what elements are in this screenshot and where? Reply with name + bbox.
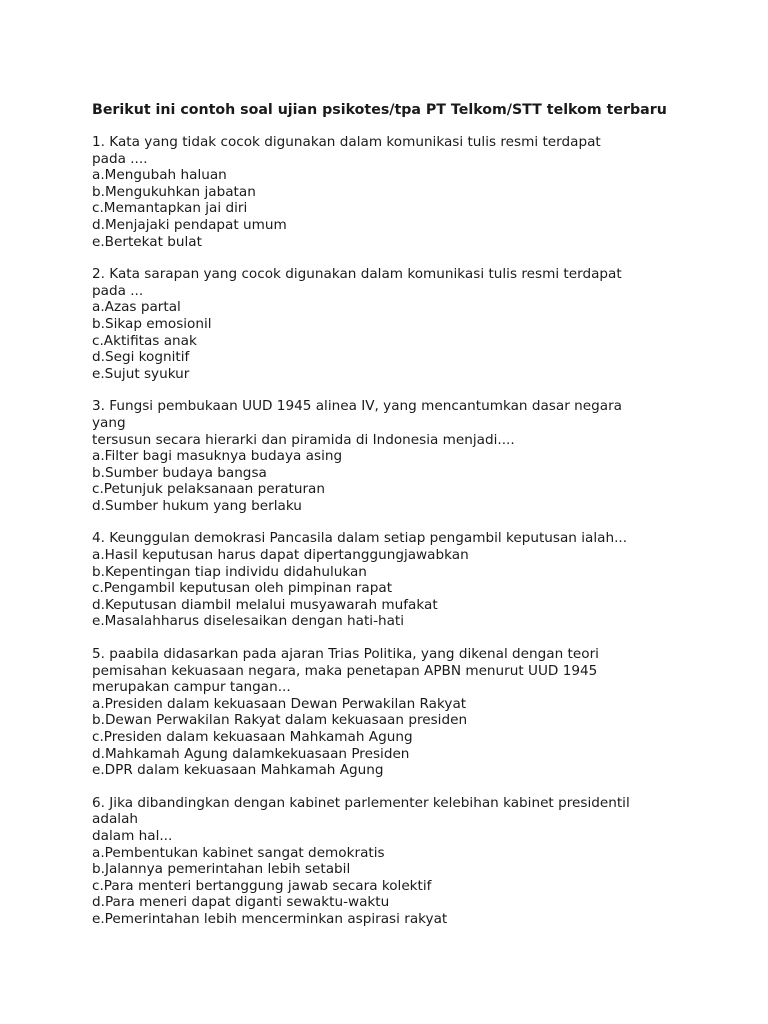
answer-option: d.Menjajaki pendapat umum — [92, 216, 287, 233]
answer-option: a.Hasil keputusan harus dapat dipertanggungjawabkan — [92, 547, 469, 564]
answer-option: c.Petunjuk pelaksanaan peraturan — [92, 481, 326, 498]
question-text: pemisahan kekuasaan negara, maka penetapan APBN menurut UUD 1945 — [92, 662, 598, 679]
question-text: 3. Fungsi pembukaan UUD 1945 alinea IV, yang mencantumkan dasar negara — [92, 398, 622, 415]
question-4 — [92, 530, 732, 630]
question-2 — [92, 266, 732, 382]
answer-option: d.Segi kognitif — [92, 349, 190, 366]
question-text: dalam hal... — [92, 827, 173, 844]
answer-option: b.Sumber budaya bangsa — [92, 464, 267, 481]
answer-option: b.Kepentingan tiap individu didahulukan — [92, 563, 367, 580]
answer-option: e.Bertekat bulat — [92, 233, 202, 250]
question-text: yang — [92, 414, 126, 431]
answer-option: c.Presiden dalam kekuasaan Mahkamah Agung — [92, 729, 413, 745]
answer-option: e.Masalahharus diselesaikan dengan hati-hati — [92, 613, 405, 630]
answer-option: a.Azas partal — [92, 299, 181, 316]
question-6 — [92, 795, 732, 928]
answer-option: d.Keputusan diambil melalui musyawarah mufakat — [92, 596, 438, 613]
question-text: merupakan campur tangan... — [92, 679, 291, 696]
question-text: 6. Jika dibandingkan dengan kabinet parlementer kelebihan kabinet presidentil — [92, 794, 630, 811]
question-text: tersusun secara hierarki dan piramida di Indonesia menjadi.... — [92, 431, 515, 448]
answer-option: d.Para meneri dapat diganti sewaktu-waktu — [92, 894, 390, 911]
answer-option: b.Mengukuhkan jabatan — [92, 183, 256, 200]
answer-option: b.Jalannya pemerintahan lebih setabil — [92, 861, 351, 878]
question-5 — [92, 646, 732, 779]
answer-option: c.Memantapkan jai diri — [92, 200, 248, 217]
question-3 — [92, 398, 732, 514]
question-1 — [92, 134, 732, 250]
question-text: 2. Kata sarapan yang cocok digunakan dalam komunikasi tulis resmi terdapat — [92, 266, 622, 283]
question-text: pada ... — [92, 282, 144, 299]
answer-option: a.Mengubah haluan — [92, 167, 227, 184]
answer-option: c.Aktifitas anak — [92, 332, 197, 349]
answer-option: a.Presiden dalam kekuasaan Dewan Perwakilan Rakyat — [92, 695, 467, 712]
question-text: 5. paabila didasarkan pada ajaran Trias Politika, yang dikenal dengan teori — [92, 646, 599, 663]
question-text: 1. Kata yang tidak cocok digunakan dalam komunikasi tulis resmi terdapat — [92, 134, 601, 150]
answer-option: b.Sikap emosionil — [92, 315, 212, 332]
answer-option: d.Sumber hukum yang berlaku — [92, 497, 302, 514]
question-text: pada .... — [92, 150, 148, 167]
answer-option: a.Pembentukan kabinet sangat demokratis — [92, 844, 385, 861]
question-text: adalah — [92, 811, 139, 828]
answer-option: e.Pemerintahan lebih mencerminkan aspirasi rakyat — [92, 910, 448, 927]
answer-option: d.Mahkamah Agung dalamkekuasaan Presiden — [92, 745, 410, 762]
answer-option: c.Pengambil keputusan oleh pimpinan rapat — [92, 580, 393, 597]
answer-option: a.Filter bagi masuknya budaya asing — [92, 448, 343, 465]
question-text: 4. Keunggulan demokrasi Pancasila dalam setiap pengambil keputusan ialah... — [92, 530, 628, 547]
answer-option: b.Dewan Perwakilan Rakyat dalam kekuasaan presiden — [92, 712, 468, 729]
document-body — [92, 100, 732, 944]
document-title: Berikut ini contoh soal ujian psikotes/tpa PT Telkom/STT telkom terbaru — [92, 102, 667, 118]
answer-option: e.DPR dalam kekuasaan Mahkamah Agung — [92, 762, 384, 779]
answer-option: c.Para menteri bertanggung jawab secara kolektif — [92, 877, 432, 894]
answer-option: e.Sujut syukur — [92, 365, 190, 382]
